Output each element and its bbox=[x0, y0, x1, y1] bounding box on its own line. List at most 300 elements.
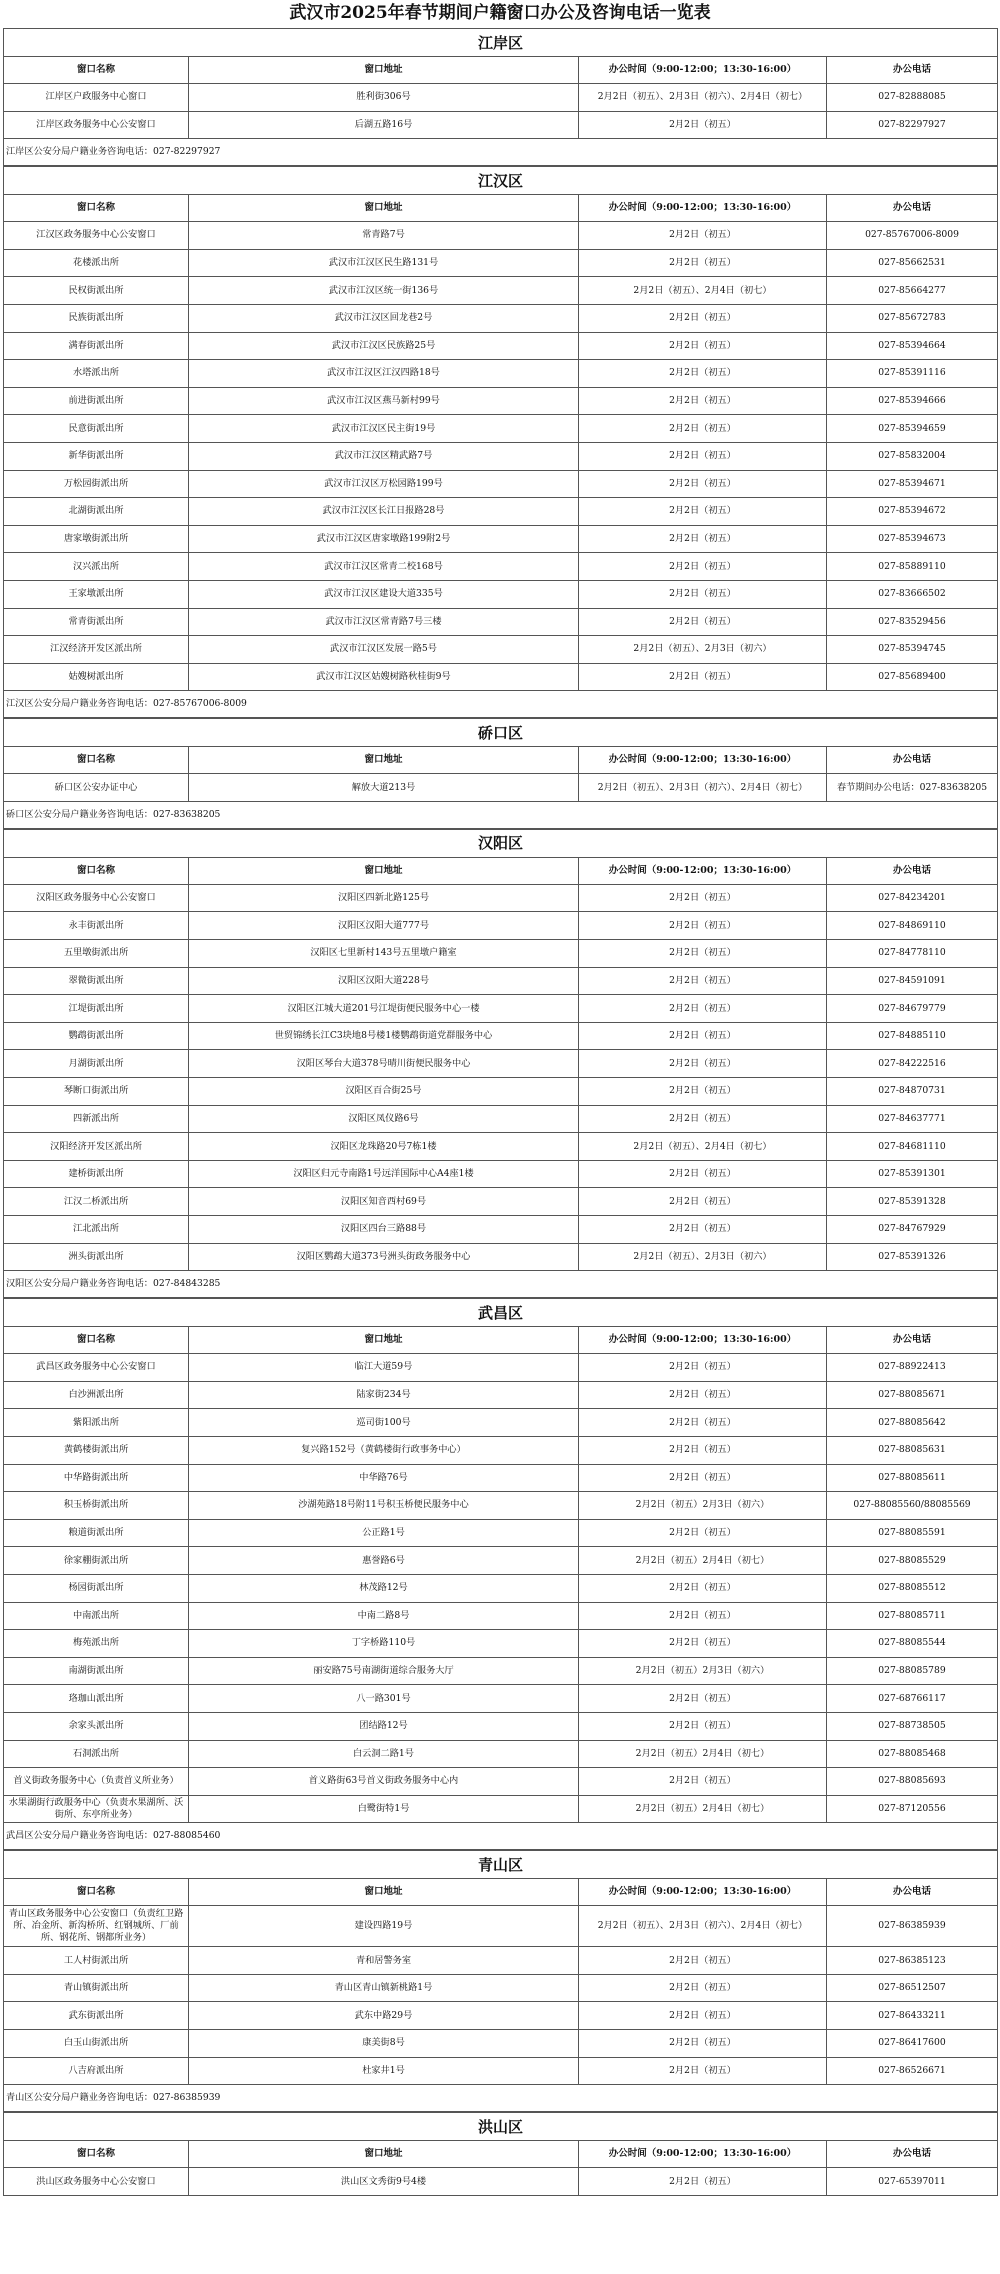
window-address-cell: 武汉市江汉区常青路7号三楼 bbox=[189, 608, 579, 636]
window-name-cell: 水塔派出所 bbox=[4, 360, 189, 388]
office-hours-cell: 2月2日（初五） bbox=[579, 1105, 827, 1133]
table-row bbox=[4, 1409, 998, 1437]
consult-phone-note: 汉阳区公安分局户籍业务咨询电话：027-84843285 bbox=[4, 1271, 998, 1298]
window-address-cell: 中华路76号 bbox=[189, 1464, 579, 1492]
window-name-cell: 余家头派出所 bbox=[4, 1712, 189, 1740]
table-row bbox=[4, 360, 998, 388]
consult-phone-row bbox=[4, 1271, 998, 1298]
window-address-cell: 武汉市江汉区燕马新村99号 bbox=[189, 387, 579, 415]
window-address-cell: 世贸锦绣长江C3块地8号楼1楼鹦鹉街道党群服务中心 bbox=[189, 1022, 579, 1050]
office-hours-cell: 2月2日（初五） bbox=[579, 498, 827, 526]
office-phone-cell: 027-88085468 bbox=[827, 1740, 998, 1768]
window-address-cell: 武汉市江汉区民主街19号 bbox=[189, 415, 579, 443]
office-phone-cell: 027-88085671 bbox=[827, 1381, 998, 1409]
header-office-phone: 办公电话 bbox=[827, 1327, 998, 1354]
table-header-row bbox=[4, 1327, 998, 1354]
table-row bbox=[4, 1547, 998, 1575]
window-address-cell: 中南二路8号 bbox=[189, 1602, 579, 1630]
consult-phone-note: 江岸区公安分局户籍业务咨询电话：027-82297927 bbox=[4, 139, 998, 166]
consult-phone-note: 武昌区公安分局户籍业务咨询电话：027-88085460 bbox=[4, 1823, 998, 1850]
district-name-row bbox=[4, 829, 998, 857]
header-window-address: 窗口地址 bbox=[189, 857, 579, 884]
header-office-hours: 办公时间（9:00-12:00；13:30-16:00） bbox=[579, 2141, 827, 2168]
district-table bbox=[3, 2112, 998, 2196]
office-phone-cell: 027-85394745 bbox=[827, 636, 998, 664]
office-hours-cell: 2月2日（初五） bbox=[579, 332, 827, 360]
window-name-cell: 中华路街派出所 bbox=[4, 1464, 189, 1492]
office-hours-cell: 2月2日（初五） bbox=[579, 663, 827, 691]
office-hours-cell: 2月2日（初五）、2月3日（初六）、2月4日（初七） bbox=[579, 1906, 827, 1947]
office-phone-cell: 027-86526671 bbox=[827, 2057, 998, 2085]
table-header-row bbox=[4, 747, 998, 774]
office-hours-cell: 2月2日（初五） bbox=[579, 1602, 827, 1630]
table-row bbox=[4, 1947, 998, 1975]
office-hours-cell: 2月2日（初五）、2月3日（初六） bbox=[579, 636, 827, 664]
header-window-name: 窗口名称 bbox=[4, 747, 189, 774]
window-name-cell: 石洞派出所 bbox=[4, 1740, 189, 1768]
office-phone-cell: 027-84681110 bbox=[827, 1133, 998, 1161]
table-row bbox=[4, 663, 998, 691]
window-name-cell: 首义街政务服务中心（负责首义所业务） bbox=[4, 1768, 189, 1796]
office-phone-cell: 027-88085529 bbox=[827, 1547, 998, 1575]
table-row bbox=[4, 608, 998, 636]
consult-phone-note: 硚口区公安分局户籍业务咨询电话：027-83638205 bbox=[4, 801, 998, 828]
window-address-cell: 武汉市江汉区发展一路5号 bbox=[189, 636, 579, 664]
table-row bbox=[4, 940, 998, 968]
office-phone-cell: 027-88085611 bbox=[827, 1464, 998, 1492]
office-hours-cell: 2月2日（初五） bbox=[579, 967, 827, 995]
window-name-cell: 黄鹤楼街派出所 bbox=[4, 1436, 189, 1464]
table-header-row bbox=[4, 1879, 998, 1906]
district-name-row bbox=[4, 1851, 998, 1879]
district-table bbox=[3, 1850, 998, 2112]
window-address-cell: 复兴路152号（黄鹤楼街行政事务中心） bbox=[189, 1436, 579, 1464]
window-name-cell: 民权街派出所 bbox=[4, 277, 189, 305]
office-phone-cell: 春节期间办公电话：027-83638205 bbox=[827, 774, 998, 802]
office-phone-cell: 027-86385123 bbox=[827, 1947, 998, 1975]
window-address-cell: 沙湖苑路18号附11号积玉桥便民服务中心 bbox=[189, 1492, 579, 1520]
table-row bbox=[4, 222, 998, 250]
header-window-name: 窗口名称 bbox=[4, 195, 189, 222]
window-name-cell: 武东街派出所 bbox=[4, 2002, 189, 2030]
window-name-cell: 鹦鹉街派出所 bbox=[4, 1022, 189, 1050]
consult-phone-row bbox=[4, 139, 998, 166]
window-address-cell: 丽安路75号南湖街道综合服务大厅 bbox=[189, 1657, 579, 1685]
table-row bbox=[4, 1436, 998, 1464]
table-row bbox=[4, 249, 998, 277]
table-row bbox=[4, 1243, 998, 1271]
office-hours-cell: 2月2日（初五） bbox=[579, 1436, 827, 1464]
window-name-cell: 积玉桥街派出所 bbox=[4, 1492, 189, 1520]
window-address-cell: 汉阳区汉阳大道777号 bbox=[189, 912, 579, 940]
window-address-cell: 丁字桥路110号 bbox=[189, 1630, 579, 1658]
table-row bbox=[4, 1685, 998, 1713]
office-hours-cell: 2月2日（初五）2月4日（初七） bbox=[579, 1740, 827, 1768]
window-address-cell: 汉阳区知音西村69号 bbox=[189, 1188, 579, 1216]
window-address-cell: 武东中路29号 bbox=[189, 2002, 579, 2030]
window-name-cell: 杨园街派出所 bbox=[4, 1574, 189, 1602]
table-row bbox=[4, 1657, 998, 1685]
district-name: 硚口区 bbox=[4, 719, 998, 747]
window-address-cell: 武汉市江汉区统一街136号 bbox=[189, 277, 579, 305]
header-window-address: 窗口地址 bbox=[189, 57, 579, 84]
district-name-row bbox=[4, 1299, 998, 1327]
office-hours-cell: 2月2日（初五） bbox=[579, 415, 827, 443]
header-window-address: 窗口地址 bbox=[189, 747, 579, 774]
district-name-row bbox=[4, 167, 998, 195]
window-address-cell: 汉阳区四新北路125号 bbox=[189, 884, 579, 912]
district-name-row bbox=[4, 29, 998, 57]
office-phone-cell: 027-84637771 bbox=[827, 1105, 998, 1133]
office-phone-cell: 027-85394672 bbox=[827, 498, 998, 526]
window-address-cell: 汉阳区汉阳大道228号 bbox=[189, 967, 579, 995]
window-name-cell: 月湖街派出所 bbox=[4, 1050, 189, 1078]
office-phone-cell: 027-85672783 bbox=[827, 304, 998, 332]
office-phone-cell: 027-85689400 bbox=[827, 663, 998, 691]
office-phone-cell: 027-85391301 bbox=[827, 1160, 998, 1188]
district-name: 江岸区 bbox=[4, 29, 998, 57]
header-window-name: 窗口名称 bbox=[4, 57, 189, 84]
district-table bbox=[3, 718, 998, 829]
table-row bbox=[4, 1078, 998, 1106]
office-phone-cell: 027-85391326 bbox=[827, 1243, 998, 1271]
table-row bbox=[4, 111, 998, 139]
office-hours-cell: 2月2日（初五） bbox=[579, 608, 827, 636]
office-hours-cell: 2月2日（初五） bbox=[579, 1409, 827, 1437]
window-name-cell: 花楼派出所 bbox=[4, 249, 189, 277]
office-phone-cell: 027-85662531 bbox=[827, 249, 998, 277]
window-name-cell: 白玉山街派出所 bbox=[4, 2030, 189, 2058]
table-row bbox=[4, 84, 998, 112]
window-name-cell: 武昌区政务服务中心公安窗口 bbox=[4, 1354, 189, 1382]
office-hours-cell: 2月2日（初五） bbox=[579, 1630, 827, 1658]
header-office-phone: 办公电话 bbox=[827, 1879, 998, 1906]
office-phone-cell: 027-88085693 bbox=[827, 1768, 998, 1796]
window-address-cell: 白鹭街特1号 bbox=[189, 1795, 579, 1823]
table-row bbox=[4, 470, 998, 498]
window-address-cell: 解放大道213号 bbox=[189, 774, 579, 802]
office-hours-cell: 2月2日（初五） bbox=[579, 912, 827, 940]
table-row bbox=[4, 304, 998, 332]
table-row bbox=[4, 1354, 998, 1382]
office-hours-cell: 2月2日（初五）2月3日（初六） bbox=[579, 1492, 827, 1520]
header-window-name: 窗口名称 bbox=[4, 857, 189, 884]
office-phone-cell: 027-88085711 bbox=[827, 1602, 998, 1630]
table-row bbox=[4, 884, 998, 912]
office-phone-cell: 027-65397011 bbox=[827, 2168, 998, 2196]
office-hours-cell: 2月2日（初五） bbox=[579, 1216, 827, 1244]
header-office-hours: 办公时间（9:00-12:00；13:30-16:00） bbox=[579, 857, 827, 884]
header-window-address: 窗口地址 bbox=[189, 195, 579, 222]
window-name-cell: 青山区政务服务中心公安窗口（负责红卫路所、冶金所、新沟桥所、红钢城所、厂前所、钢花所、钢都所业务） bbox=[4, 1906, 189, 1947]
window-address-cell: 武汉市江汉区回龙巷2号 bbox=[189, 304, 579, 332]
office-phone-cell: 027-82888085 bbox=[827, 84, 998, 112]
window-address-cell: 武汉市江汉区常青二校168号 bbox=[189, 553, 579, 581]
office-phone-cell: 027-84870731 bbox=[827, 1078, 998, 1106]
table-row bbox=[4, 1105, 998, 1133]
window-name-cell: 青山镇街派出所 bbox=[4, 1974, 189, 2002]
office-hours-cell: 2月2日（初五） bbox=[579, 2057, 827, 2085]
table-row bbox=[4, 1574, 998, 1602]
table-row bbox=[4, 1630, 998, 1658]
table-header-row bbox=[4, 857, 998, 884]
window-name-cell: 汉阳区政务服务中心公安窗口 bbox=[4, 884, 189, 912]
office-hours-cell: 2月2日（初五） bbox=[579, 1712, 827, 1740]
office-hours-cell: 2月2日（初五）2月3日（初六） bbox=[579, 1657, 827, 1685]
window-address-cell: 常青路7号 bbox=[189, 222, 579, 250]
window-name-cell: 琴断口街派出所 bbox=[4, 1078, 189, 1106]
window-name-cell: 南湖街派出所 bbox=[4, 1657, 189, 1685]
table-row bbox=[4, 1022, 998, 1050]
table-row bbox=[4, 1188, 998, 1216]
district-name: 青山区 bbox=[4, 1851, 998, 1879]
window-name-cell: 唐家墩街派出所 bbox=[4, 525, 189, 553]
office-phone-cell: 027-85832004 bbox=[827, 442, 998, 470]
window-name-cell: 新华街派出所 bbox=[4, 442, 189, 470]
window-address-cell: 八一路301号 bbox=[189, 1685, 579, 1713]
header-office-phone: 办公电话 bbox=[827, 57, 998, 84]
office-phone-cell: 027-88738505 bbox=[827, 1712, 998, 1740]
window-address-cell: 建设四路19号 bbox=[189, 1906, 579, 1947]
office-phone-cell: 027-88085631 bbox=[827, 1436, 998, 1464]
window-address-cell: 青和居警务室 bbox=[189, 1947, 579, 1975]
table-row bbox=[4, 636, 998, 664]
table-row bbox=[4, 1740, 998, 1768]
consult-phone-row bbox=[4, 1823, 998, 1850]
window-name-cell: 江北派出所 bbox=[4, 1216, 189, 1244]
window-name-cell: 江汉区政务服务中心公安窗口 bbox=[4, 222, 189, 250]
table-row bbox=[4, 1492, 998, 1520]
window-name-cell: 工人村街派出所 bbox=[4, 1947, 189, 1975]
office-hours-cell: 2月2日（初五） bbox=[579, 1354, 827, 1382]
office-phone-cell: 027-86433211 bbox=[827, 2002, 998, 2030]
table-row bbox=[4, 2030, 998, 2058]
office-hours-cell: 2月2日（初五） bbox=[579, 553, 827, 581]
office-hours-cell: 2月2日（初五） bbox=[579, 249, 827, 277]
window-name-cell: 姑嫂树派出所 bbox=[4, 663, 189, 691]
table-row bbox=[4, 1519, 998, 1547]
window-address-cell: 汉阳区龙珠路20号7栋1楼 bbox=[189, 1133, 579, 1161]
window-address-cell: 武汉市江汉区万松园路199号 bbox=[189, 470, 579, 498]
table-header-row bbox=[4, 57, 998, 84]
office-phone-cell: 027-84778110 bbox=[827, 940, 998, 968]
office-hours-cell: 2月2日（初五） bbox=[579, 1381, 827, 1409]
office-hours-cell: 2月2日（初五） bbox=[579, 442, 827, 470]
office-hours-cell: 2月2日（初五）、2月3日（初六） bbox=[579, 1243, 827, 1271]
office-phone-cell: 027-82297927 bbox=[827, 111, 998, 139]
table-row bbox=[4, 2057, 998, 2085]
table-row bbox=[4, 912, 998, 940]
table-row bbox=[4, 2168, 998, 2196]
district-name: 江汉区 bbox=[4, 167, 998, 195]
table-row bbox=[4, 2002, 998, 2030]
window-address-cell: 汉阳区归元寺南路1号远洋国际中心A4座1楼 bbox=[189, 1160, 579, 1188]
office-phone-cell: 027-88085512 bbox=[827, 1574, 998, 1602]
window-name-cell: 八吉府派出所 bbox=[4, 2057, 189, 2085]
window-address-cell: 首义路街63号首义街政务服务中心内 bbox=[189, 1768, 579, 1796]
office-hours-cell: 2月2日（初五） bbox=[579, 995, 827, 1023]
office-hours-cell: 2月2日（初五） bbox=[579, 940, 827, 968]
table-row bbox=[4, 1216, 998, 1244]
header-office-phone: 办公电话 bbox=[827, 857, 998, 884]
office-hours-cell: 2月2日（初五）2月4日（初七） bbox=[579, 1795, 827, 1823]
window-address-cell: 汉阳区四台三路88号 bbox=[189, 1216, 579, 1244]
header-office-hours: 办公时间（9:00-12:00；13:30-16:00） bbox=[579, 747, 827, 774]
office-hours-cell: 2月2日（初五） bbox=[579, 1685, 827, 1713]
header-window-name: 窗口名称 bbox=[4, 1879, 189, 1906]
window-address-cell: 团结路12号 bbox=[189, 1712, 579, 1740]
window-name-cell: 建桥街派出所 bbox=[4, 1160, 189, 1188]
window-address-cell: 青山区青山镇新桃路1号 bbox=[189, 1974, 579, 2002]
office-hours-cell: 2月2日（初五） bbox=[579, 387, 827, 415]
table-row bbox=[4, 1602, 998, 1630]
district-name: 洪山区 bbox=[4, 2113, 998, 2141]
window-address-cell: 武汉市江汉区唐家墩路199附2号 bbox=[189, 525, 579, 553]
window-address-cell: 胜利街306号 bbox=[189, 84, 579, 112]
window-name-cell: 水果湖街行政服务中心（负责水果湖所、沃街所、东亭所业务） bbox=[4, 1795, 189, 1823]
window-name-cell: 中南派出所 bbox=[4, 1602, 189, 1630]
window-address-cell: 武汉市江汉区姑嫂树路秋桂街9号 bbox=[189, 663, 579, 691]
window-address-cell: 巡司街100号 bbox=[189, 1409, 579, 1437]
window-name-cell: 王家墩派出所 bbox=[4, 580, 189, 608]
window-address-cell: 临江大道59号 bbox=[189, 1354, 579, 1382]
window-name-cell: 江岸区政务服务中心公安窗口 bbox=[4, 111, 189, 139]
header-window-address: 窗口地址 bbox=[189, 1879, 579, 1906]
office-phone-cell: 027-85391328 bbox=[827, 1188, 998, 1216]
window-address-cell: 汉阳区凤仪路6号 bbox=[189, 1105, 579, 1133]
window-address-cell: 林茂路12号 bbox=[189, 1574, 579, 1602]
window-name-cell: 江岸区户政服务中心窗口 bbox=[4, 84, 189, 112]
table-row bbox=[4, 995, 998, 1023]
office-phone-cell: 027-68766117 bbox=[827, 1685, 998, 1713]
header-office-hours: 办公时间（9:00-12:00；13:30-16:00） bbox=[579, 1327, 827, 1354]
district-table bbox=[3, 1298, 998, 1850]
table-row bbox=[4, 498, 998, 526]
office-hours-cell: 2月2日（初五）2月4日（初七） bbox=[579, 1547, 827, 1575]
consult-phone-row bbox=[4, 691, 998, 718]
consult-phone-row bbox=[4, 801, 998, 828]
district-table bbox=[3, 829, 998, 1298]
window-name-cell: 常青街派出所 bbox=[4, 608, 189, 636]
window-name-cell: 珞珈山派出所 bbox=[4, 1685, 189, 1713]
office-hours-cell: 2月2日（初五） bbox=[579, 222, 827, 250]
office-hours-cell: 2月2日（初五） bbox=[579, 2002, 827, 2030]
window-address-cell: 汉阳区七里新村143号五里墩户籍室 bbox=[189, 940, 579, 968]
header-office-phone: 办公电话 bbox=[827, 747, 998, 774]
table-row bbox=[4, 442, 998, 470]
office-phone-cell: 027-86512507 bbox=[827, 1974, 998, 2002]
office-hours-cell: 2月2日（初五） bbox=[579, 111, 827, 139]
district-name: 汉阳区 bbox=[4, 829, 998, 857]
district-table bbox=[3, 166, 998, 718]
window-address-cell: 汉阳区琴台大道378号晴川街便民服务中心 bbox=[189, 1050, 579, 1078]
office-phone-cell: 027-88085591 bbox=[827, 1519, 998, 1547]
office-phone-cell: 027-85394659 bbox=[827, 415, 998, 443]
office-hours-cell: 2月2日（初五） bbox=[579, 1188, 827, 1216]
table-row bbox=[4, 1133, 998, 1161]
window-name-cell: 白沙洲派出所 bbox=[4, 1381, 189, 1409]
office-hours-cell: 2月2日（初五） bbox=[579, 1022, 827, 1050]
header-window-name: 窗口名称 bbox=[4, 2141, 189, 2168]
office-phone-cell: 027-84222516 bbox=[827, 1050, 998, 1078]
office-phone-cell: 027-84591091 bbox=[827, 967, 998, 995]
table-row bbox=[4, 580, 998, 608]
office-hours-cell: 2月2日（初五） bbox=[579, 2168, 827, 2196]
window-name-cell: 汉阳经济开发区派出所 bbox=[4, 1133, 189, 1161]
office-hours-cell: 2月2日（初五） bbox=[579, 304, 827, 332]
table-row bbox=[4, 1906, 998, 1947]
window-address-cell: 武汉市江汉区建设大道335号 bbox=[189, 580, 579, 608]
window-name-cell: 前进街派出所 bbox=[4, 387, 189, 415]
office-phone-cell: 027-85889110 bbox=[827, 553, 998, 581]
office-phone-cell: 027-84869110 bbox=[827, 912, 998, 940]
document-title: 武汉市2025年春节期间户籍窗口办公及咨询电话一览表 bbox=[289, 3, 711, 23]
window-address-cell: 武汉市江汉区江汉四路18号 bbox=[189, 360, 579, 388]
office-hours-cell: 2月2日（初五） bbox=[579, 470, 827, 498]
table-row bbox=[4, 332, 998, 360]
window-address-cell: 公正路1号 bbox=[189, 1519, 579, 1547]
table-row bbox=[4, 1768, 998, 1796]
table-row bbox=[4, 553, 998, 581]
window-name-cell: 民意街派出所 bbox=[4, 415, 189, 443]
window-name-cell: 五里墩街派出所 bbox=[4, 940, 189, 968]
office-phone-cell: 027-84885110 bbox=[827, 1022, 998, 1050]
window-address-cell: 武汉市江汉区民生路131号 bbox=[189, 249, 579, 277]
header-window-name: 窗口名称 bbox=[4, 1327, 189, 1354]
table-row bbox=[4, 1712, 998, 1740]
window-name-cell: 万松园街派出所 bbox=[4, 470, 189, 498]
window-address-cell: 汉阳区百合街25号 bbox=[189, 1078, 579, 1106]
office-phone-cell: 027-88085560/88085569 bbox=[827, 1492, 998, 1520]
district-name-row bbox=[4, 2113, 998, 2141]
window-address-cell: 武汉市江汉区精武路7号 bbox=[189, 442, 579, 470]
table-row bbox=[4, 1381, 998, 1409]
office-hours-cell: 2月2日（初五） bbox=[579, 2030, 827, 2058]
office-phone-cell: 027-88922413 bbox=[827, 1354, 998, 1382]
window-name-cell: 徐家棚街派出所 bbox=[4, 1547, 189, 1575]
header-office-hours: 办公时间（9:00-12:00；13:30-16:00） bbox=[579, 57, 827, 84]
window-address-cell: 杜家井1号 bbox=[189, 2057, 579, 2085]
office-hours-cell: 2月2日（初五） bbox=[579, 1947, 827, 1975]
table-header-row bbox=[4, 2141, 998, 2168]
office-hours-cell: 2月2日（初五） bbox=[579, 1974, 827, 2002]
office-phone-cell: 027-84679779 bbox=[827, 995, 998, 1023]
office-hours-cell: 2月2日（初五） bbox=[579, 1464, 827, 1492]
office-hours-cell: 2月2日（初五） bbox=[579, 884, 827, 912]
district-name-row bbox=[4, 719, 998, 747]
office-phone-cell: 027-85664277 bbox=[827, 277, 998, 305]
office-hours-cell: 2月2日（初五）、2月4日（初七） bbox=[579, 277, 827, 305]
window-address-cell: 陆家街234号 bbox=[189, 1381, 579, 1409]
office-phone-cell: 027-85391116 bbox=[827, 360, 998, 388]
header-window-address: 窗口地址 bbox=[189, 2141, 579, 2168]
window-name-cell: 硚口区公安办证中心 bbox=[4, 774, 189, 802]
window-name-cell: 汉兴派出所 bbox=[4, 553, 189, 581]
office-phone-cell: 027-88085544 bbox=[827, 1630, 998, 1658]
office-hours-cell: 2月2日（初五） bbox=[579, 1519, 827, 1547]
office-phone-cell: 027-83529456 bbox=[827, 608, 998, 636]
office-hours-cell: 2月2日（初五）、2月4日（初七） bbox=[579, 1133, 827, 1161]
window-name-cell: 梅苑派出所 bbox=[4, 1630, 189, 1658]
header-office-phone: 办公电话 bbox=[827, 2141, 998, 2168]
window-name-cell: 洪山区政务服务中心公安窗口 bbox=[4, 2168, 189, 2196]
office-phone-cell: 027-85394666 bbox=[827, 387, 998, 415]
office-phone-cell: 027-84234201 bbox=[827, 884, 998, 912]
table-row bbox=[4, 1160, 998, 1188]
header-window-address: 窗口地址 bbox=[189, 1327, 579, 1354]
office-phone-cell: 027-88085789 bbox=[827, 1657, 998, 1685]
window-address-cell: 汉阳区鹦鹉大道373号洲头街政务服务中心 bbox=[189, 1243, 579, 1271]
